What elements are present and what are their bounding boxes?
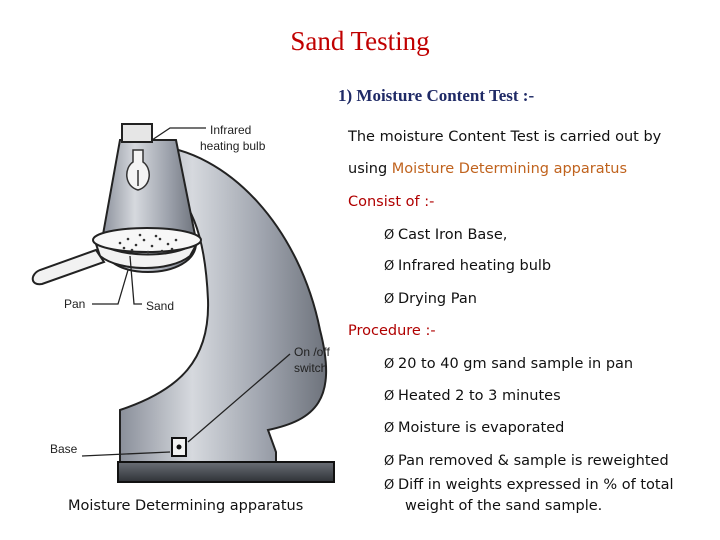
bullet-arrow-icon: Ø	[384, 357, 395, 372]
bullet-arrow-icon: Ø	[384, 421, 395, 436]
label-infrared-2: heating bulb	[200, 139, 266, 153]
bullet-arrow-icon: Ø	[384, 454, 395, 469]
label-switch-1: On /off	[294, 345, 330, 359]
list-item: Ø Infrared heating bulb	[384, 258, 552, 274]
list-item: Ø Moisture is evaporated	[384, 420, 565, 436]
list-item-continuation: weight of the sand sample.	[405, 498, 603, 514]
list-item: Ø Heated 2 to 3 minutes	[384, 388, 561, 404]
pan-handle	[33, 250, 104, 284]
consist-heading: Consist of :-	[348, 194, 435, 210]
lamp-cap	[122, 124, 152, 142]
list-item: Ø Cast Iron Base,	[384, 227, 508, 243]
label-switch-2: switch	[294, 361, 328, 375]
bullet-arrow-icon: Ø	[384, 259, 395, 274]
diagram-caption: Moisture Determining apparatus	[68, 498, 304, 514]
list-item: Ø Diff in weights expressed in % of total	[384, 477, 674, 493]
bullet-arrow-icon: Ø	[384, 292, 395, 307]
list-item: Ø Drying Pan	[384, 291, 477, 307]
apparatus-base	[118, 462, 334, 482]
section-subtitle: 1) Moisture Content Test :-	[338, 86, 535, 105]
label-base: Base	[50, 442, 78, 456]
intro-line-2: using Moisture Determining apparatus	[348, 161, 628, 177]
apparatus-highlight: Moisture Determining apparatus	[391, 161, 628, 177]
page-title: Sand Testing	[290, 26, 430, 56]
label-pan: Pan	[64, 297, 86, 311]
bullet-arrow-icon: Ø	[384, 478, 395, 493]
label-infrared-1: Infrared	[210, 123, 252, 137]
bullet-arrow-icon: Ø	[384, 228, 395, 243]
bullet-arrow-icon: Ø	[384, 389, 395, 404]
intro-line-1: The moisture Content Test is carried out by	[348, 129, 662, 145]
procedure-heading: Procedure :-	[348, 323, 436, 339]
label-sand: Sand	[146, 299, 175, 313]
list-item: Ø 20 to 40 gm sand sample in pan	[384, 356, 634, 372]
list-item: Ø Pan removed & sample is reweighted	[384, 453, 669, 469]
